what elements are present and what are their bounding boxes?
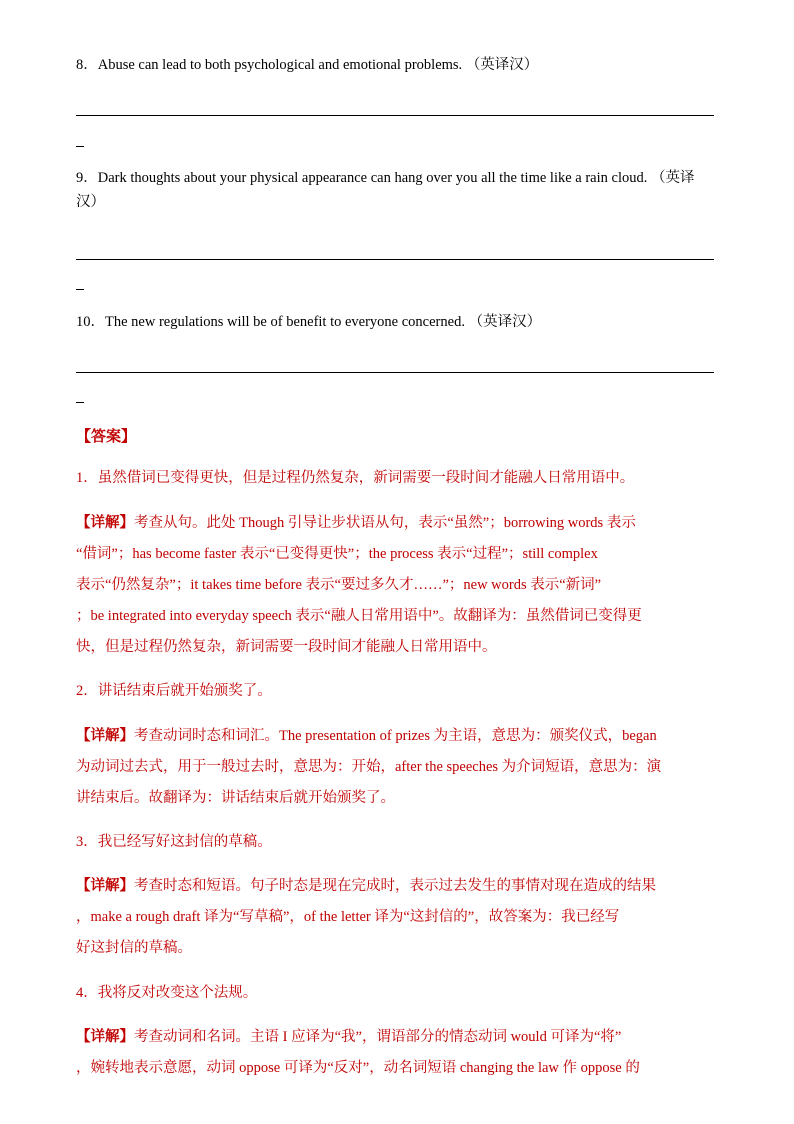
question-tag: （英译汉）: [468, 314, 542, 330]
detail-line: 考查动词和名词。主语 I 应译为“我”，谓语部分的情态动词 would 可译为“将”: [134, 1029, 622, 1045]
answer-1-detail: [76, 508, 718, 663]
answer-2-translation: 2．讲话结束后就开始颁奖了。: [76, 683, 272, 699]
question-9: [76, 166, 716, 214]
answer-header: 【答案】: [76, 429, 137, 445]
answer-1-translation: 1．虽然借词已变得更快，但是过程仍然复杂，新词需要一段时间才能融人日常用语中。: [76, 470, 635, 486]
question-text: Dark thoughts about your physical appearance can hang over you all the time like a rain cloud.: [97, 170, 648, 186]
detail-label: 【详解】: [76, 728, 134, 744]
detail-label: 【详解】: [76, 515, 134, 531]
answer-line: [76, 372, 714, 373]
answer-line-end: [76, 289, 84, 290]
answer-3-detail: [76, 871, 718, 964]
detail-line: 快，但是过程仍然复杂，新词需要一段时间才能融人日常用语中。: [76, 639, 497, 655]
detail-line: ，婉转地表示意愿，动词 oppose 可译为“反对”，动名词短语 changing the law 作 oppose 的: [76, 1060, 640, 1076]
answer-line-end: [76, 146, 84, 147]
detail-line: 讲结束后。故翻译为：讲话结束后就开始颁奖了。: [76, 790, 395, 806]
detail-line: 表示“仍然复杂”；it takes time before 表示“要过多久才……”；new words 表示“新词”: [76, 577, 602, 593]
detail-line: 好这封信的草稿。: [76, 940, 192, 956]
question-number: 8．: [76, 57, 98, 73]
detail-label: 【详解】: [76, 1029, 134, 1045]
detail-line: ，make a rough draft 译为“写草稿”，of the letter 译为“这封信的”，故答案为：我已经写: [76, 909, 620, 925]
question-tag: （英译汉）: [76, 170, 695, 210]
question-number: 9．: [76, 170, 98, 186]
question-10: [76, 310, 716, 334]
detail-line: 考查时态和短语。句子时态是现在完成时，表示过去发生的事情对现在造成的结果: [134, 878, 656, 894]
detail-line: “借词”；has become faster 表示“已变得更快”；the process 表示“过程”；still complex: [76, 546, 598, 562]
detail-label: 【详解】: [76, 878, 134, 894]
answer-4-detail: [76, 1022, 718, 1084]
answer-2-detail: [76, 721, 718, 814]
answer-line-end: [76, 402, 84, 403]
detail-line: 考查动词时态和词汇。The presentation of prizes 为主语，意思为：颁奖仪式，began: [134, 728, 657, 744]
question-8: [76, 53, 716, 77]
answer-line: [76, 259, 714, 260]
detail-line: 为动词过去式，用于一般过去时，意思为：开始，after the speeches 为介词短语，意思为：演: [76, 759, 662, 775]
detail-line: 考查从句。此处 Though 引导让步状语从句，表示“虽然”；borrowing words 表示: [134, 515, 636, 531]
detail-line: ；be integrated into everyday speech 表示“融人日常用语中”。故翻译为：虽然借词已变得更: [76, 608, 642, 624]
answer-3-translation: 3．我已经写好这封信的草稿。: [76, 834, 272, 850]
question-number: 10．: [76, 314, 105, 330]
answer-4-translation: 4．我将反对改变这个法规。: [76, 985, 258, 1001]
question-tag: （英译汉）: [465, 57, 539, 73]
question-text: The new regulations will be of benefit to everyone concerned.: [105, 314, 465, 330]
answer-line: [76, 115, 714, 116]
question-text: Abuse can lead to both psychological and emotional problems.: [97, 57, 463, 73]
